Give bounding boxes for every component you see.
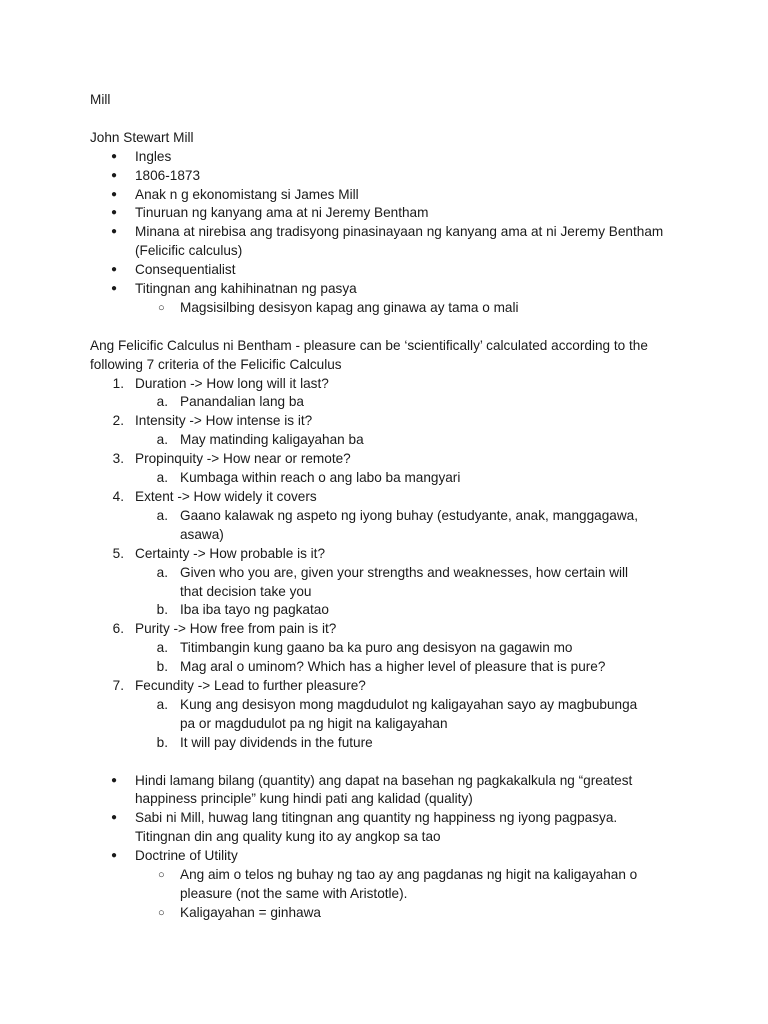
criteria-sub-item xyxy=(135,601,650,620)
bullet-icon: ● xyxy=(111,774,118,786)
spacer xyxy=(90,318,768,337)
circle-bullet-icon: ○ xyxy=(158,301,165,314)
criteria-sub-list xyxy=(135,564,675,621)
criteria-text: Propinquity -> How near or remote? xyxy=(135,451,351,467)
doc-title: Mill xyxy=(90,92,111,107)
sub-letter: a. xyxy=(156,470,168,486)
criteria-number: 5. xyxy=(112,545,124,561)
list-item xyxy=(90,223,675,261)
list-item-text: Anak n g ekonomistang si James Mill xyxy=(135,186,359,202)
circle-bullet-icon: ○ xyxy=(158,869,165,882)
criteria-item xyxy=(90,488,675,545)
criteria-text: Duration -> How long will it last? xyxy=(135,375,329,391)
criteria-list xyxy=(90,375,768,753)
bullet-icon: ● xyxy=(111,226,118,238)
criteria-item xyxy=(90,620,675,677)
list-item xyxy=(90,186,675,205)
criteria-sub-item xyxy=(135,734,650,753)
circle-bullet-icon: ○ xyxy=(158,906,165,919)
list-item-text: Minana at nirebisa ang tradisyong pinasinayaan ng kanyang ama at ni Jeremy Bentham (Felicific calculus) xyxy=(135,224,664,259)
sub-letter: a. xyxy=(156,696,168,712)
list-item xyxy=(90,772,675,810)
criteria-sub-item xyxy=(135,393,650,412)
sub-text: Titimbangin kung gaano ba ka puro ang desisyon na gagawin mo xyxy=(180,640,573,656)
spacer xyxy=(90,753,768,772)
bullet-icon: ● xyxy=(111,283,118,295)
criteria-sub-item xyxy=(135,507,650,545)
list-item-text: 1806-1873 xyxy=(135,167,201,183)
criteria-item xyxy=(90,375,675,413)
criteria-sub-list xyxy=(135,507,675,545)
bullet-icon: ● xyxy=(111,150,118,162)
list-item xyxy=(90,261,675,280)
list-item-text: Consequentialist xyxy=(135,262,236,278)
bullet-icon: ● xyxy=(111,850,118,862)
criteria-sub-item xyxy=(135,696,650,734)
criteria-number: 4. xyxy=(112,489,124,504)
sub-list xyxy=(135,299,675,318)
sub-letter: b. xyxy=(156,659,168,675)
criteria-item xyxy=(90,450,675,488)
criteria-sub-item xyxy=(135,658,650,677)
sub-text: May matinding kaligayahan ba xyxy=(180,432,364,448)
criteria-number: 6. xyxy=(112,621,124,637)
sub-letter: b. xyxy=(156,602,168,618)
sub-letter: a. xyxy=(156,432,168,448)
criteria-number: 1. xyxy=(112,375,124,391)
criteria-sub-list xyxy=(135,469,675,488)
criteria-item xyxy=(90,677,675,753)
criteria-sub-list xyxy=(135,431,675,450)
sub-text: It will pay dividends in the future xyxy=(180,734,373,750)
criteria-text: Extent -> How widely it covers xyxy=(135,489,317,504)
sub-list xyxy=(135,866,675,923)
sub-text: Kung ang desisyon mong magdudulot ng kaligayahan sayo ay magbubunga pa or magdudulot pa ng higit na kaligayahan xyxy=(180,696,638,731)
list-item-text: Ingles xyxy=(135,148,172,164)
criteria-text: Intensity -> How intense is it? xyxy=(135,413,313,429)
sub-text: Kumbaga within reach o ang labo ba mangyari xyxy=(180,470,461,486)
list-item xyxy=(90,847,675,923)
criteria-sub-list xyxy=(135,639,675,677)
bullet-icon: ● xyxy=(111,207,118,219)
sub-text: Mag aral o uminom? Which has a higher level of pleasure that is pure? xyxy=(180,659,606,675)
sub-text: Gaano kalawak ng aspeto ng iyong buhay (estudyante, anak, manggagawa, asawa) xyxy=(180,507,638,542)
list-item xyxy=(90,204,675,223)
criteria-text: Certainty -> How probable is it? xyxy=(135,545,326,561)
list-item-text: Doctrine of Utility xyxy=(135,848,238,864)
bullet-icon: ● xyxy=(111,812,118,824)
sub-list-item xyxy=(135,299,650,318)
bullet-icon: ● xyxy=(111,169,118,181)
criteria-number: 2. xyxy=(112,413,124,429)
criteria-item xyxy=(90,412,675,450)
criteria-number: 3. xyxy=(112,451,124,467)
list-item xyxy=(90,148,675,167)
bullet-icon: ● xyxy=(111,188,118,200)
criteria-sub-item xyxy=(135,639,650,658)
criteria-sub-item xyxy=(135,564,650,602)
criteria-sub-item xyxy=(135,469,650,488)
criteria-text: Purity -> How free from pain is it? xyxy=(135,621,337,637)
list-item-text: Titingnan ang kahihinatnan ng pasya xyxy=(135,281,357,297)
criteria-sub-list xyxy=(135,393,675,412)
sub-list-item xyxy=(135,904,650,923)
list-item xyxy=(90,167,675,186)
sub-list-item-text: Ang aim o telos ng buhay ng tao ay ang pagdanas ng higit na kaligayahan o pleasure (not the same with Aristotle). xyxy=(180,867,638,902)
sub-text: Iba iba tayo ng pagkatao xyxy=(180,602,329,618)
sub-letter: b. xyxy=(156,734,168,750)
sub-letter: a. xyxy=(156,564,168,580)
criteria-number: 7. xyxy=(112,678,124,694)
sub-text: Given who you are, given your strengths and weaknesses, how certain will that decision take you xyxy=(180,564,629,599)
sub-letter: a. xyxy=(156,394,168,410)
criteria-text: Fecundity -> Lead to further pleasure? xyxy=(135,678,366,694)
sub-list-item xyxy=(135,866,650,904)
list-item-text: Tinuruan ng kanyang ama at ni Jeremy Bentham xyxy=(135,205,429,221)
bullet-list xyxy=(90,148,768,318)
sub-text: Panandalian lang ba xyxy=(180,394,304,410)
list-item xyxy=(90,280,675,318)
list-item-text: Sabi ni Mill, huwag lang titingnan ang quantity ng happiness ng iyong pagpasya. Titingnan din ang quality kung ito ay angkop sa tao xyxy=(135,810,618,845)
bullet-list xyxy=(90,772,768,923)
sub-letter: a. xyxy=(156,640,168,656)
calculus-intro: Ang Felicific Calculus ni Bentham - pleasure can be ‘scientifically’ calculated according to the following 7 criteria of the Felicific Calculus xyxy=(90,337,648,372)
criteria-item xyxy=(90,545,675,621)
criteria-sub-list xyxy=(135,696,675,753)
sub-letter: a. xyxy=(156,507,168,523)
sub-list-item-text: Magsisilbing desisyon kapag ang ginawa ay tama o mali xyxy=(180,299,519,315)
list-item-text: Hindi lamang bilang (quantity) ang dapat na basehan ng pagkakalkula ng “greatest happiness principle” kung hindi pati ang kalidad (quality) xyxy=(135,772,633,807)
bullet-icon: ● xyxy=(111,264,118,276)
list-item xyxy=(90,809,675,847)
section-heading: John Stewart Mill xyxy=(90,129,194,145)
criteria-sub-item xyxy=(135,431,650,450)
sub-list-item-text: Kaligayahan = ginhawa xyxy=(180,904,321,920)
